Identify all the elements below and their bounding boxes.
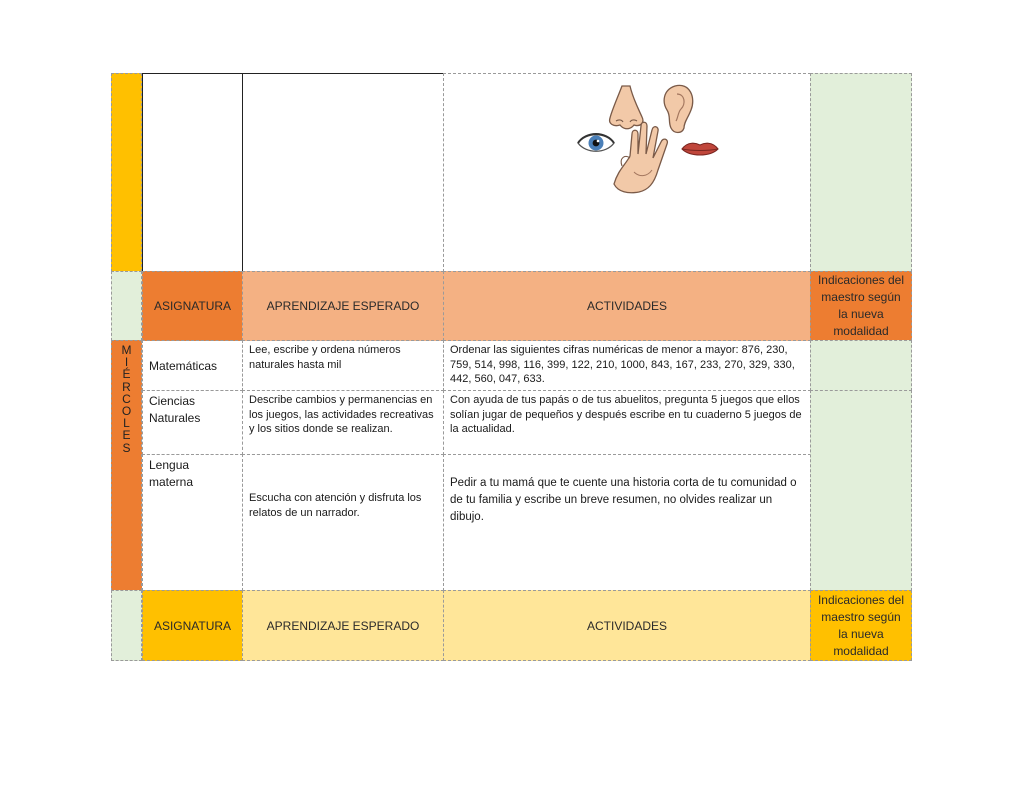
learning-ciencias: Describe cambios y permanencias en los juegos, las actividades recreativas y los sitios donde se realizan. bbox=[242, 390, 444, 455]
blank-box-learning bbox=[242, 73, 444, 272]
top-right-green-cell bbox=[810, 73, 912, 272]
day-letter: É bbox=[122, 367, 131, 382]
nose-icon bbox=[610, 86, 643, 129]
header1-indicaciones: Indicaciones del maestro según la nueva modalidad bbox=[810, 271, 912, 341]
day-miercoles bbox=[111, 340, 142, 591]
header1-spacer bbox=[111, 271, 142, 341]
blank-box-subject bbox=[142, 73, 243, 272]
subject-lengua: Lengua materna bbox=[142, 454, 243, 591]
senses-illustration-cell bbox=[443, 73, 811, 272]
subject-matematicas: Matemáticas bbox=[142, 340, 243, 391]
hand-icon bbox=[614, 122, 667, 192]
activity-lengua: Pedir a tu mamá que te cuente una historia corta de tu comunidad o de tu familia y escribe un breve resumen, no olvides realizar un dibujo. bbox=[443, 454, 811, 591]
day-letter: R bbox=[122, 379, 131, 394]
header2-actividades: ACTIVIDADES bbox=[443, 590, 811, 661]
day-letter: O bbox=[121, 404, 132, 419]
eye-icon bbox=[578, 134, 614, 151]
lips-icon bbox=[682, 143, 718, 155]
header1-actividades: ACTIVIDADES bbox=[443, 271, 811, 341]
notes-ciencias-lengua bbox=[810, 390, 912, 591]
day-letter: E bbox=[122, 428, 131, 443]
activity-ciencias: Con ayuda de tus papás o de tus abuelitos, pregunta 5 juegos que ellos solían jugar de pequeños y después escribe en tu cuaderno 5 juegos de la actualidad. bbox=[443, 390, 811, 455]
learning-lengua: Escucha con atención y disfruta los relatos de un narrador. bbox=[242, 454, 444, 591]
day-letter: L bbox=[123, 416, 130, 431]
day-letter: C bbox=[122, 391, 131, 406]
top-left-yellow-bar bbox=[111, 73, 142, 272]
header1-aprendizaje: APRENDIZAJE ESPERADO bbox=[242, 271, 444, 341]
day-letter: M bbox=[121, 343, 132, 357]
header2-spacer bbox=[111, 590, 142, 661]
day-letter: I bbox=[124, 355, 129, 370]
senses-illustration bbox=[444, 74, 811, 272]
header1-asignatura: ASIGNATURA bbox=[142, 271, 243, 341]
header2-aprendizaje: APRENDIZAJE ESPERADO bbox=[242, 590, 444, 661]
subject-ciencias: Ciencias Naturales bbox=[142, 390, 243, 455]
learning-matematicas: Lee, escribe y ordena números naturales hasta mil bbox=[242, 340, 444, 391]
day-letter: S bbox=[122, 440, 131, 455]
ear-icon bbox=[664, 85, 693, 132]
header2-indicaciones: Indicaciones del maestro según la nueva modalidad bbox=[810, 590, 912, 661]
notes-matematicas bbox=[810, 340, 912, 391]
header2-asignatura: ASIGNATURA bbox=[142, 590, 243, 661]
activity-matematicas: Ordenar las siguientes cifras numéricas de menor a mayor: 876, 230, 759, 514, 998, 116, 399, 122, 210, 1000, 843, 167, 233, 270, 329, 330, 442, 560, 047, 633. bbox=[443, 340, 811, 391]
